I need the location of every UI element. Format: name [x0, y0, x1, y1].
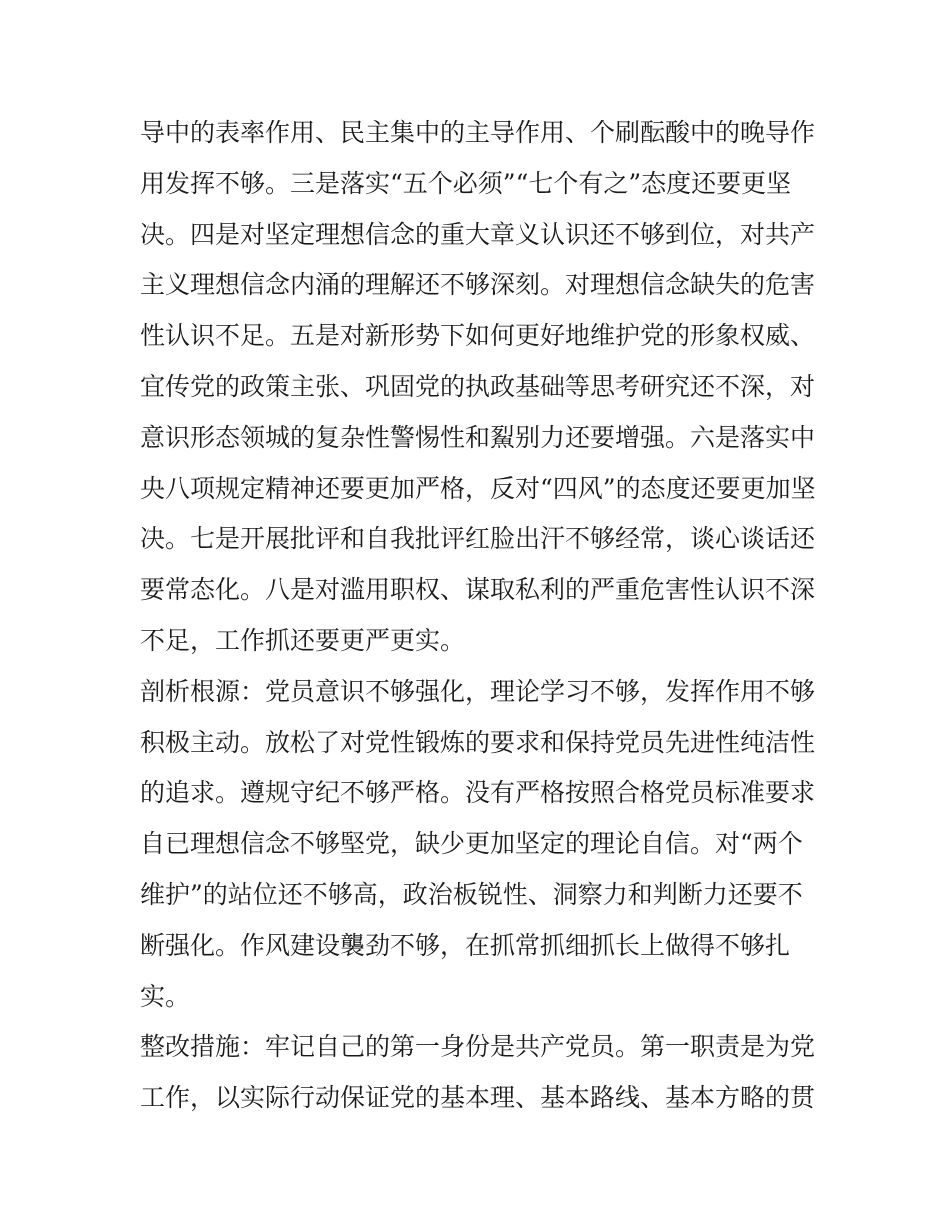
text-line: 宜传党的政策主张、巩固党的执政基础等思考研究还不深，对: [140, 371, 816, 401]
text-line: 工作，以实际行动保证党的基本理、基本路线、基本方略的贯: [140, 1083, 816, 1113]
text-line: 实。: [140, 981, 191, 1011]
text-line: 央八项规定精神还要更加严格，反对“四风”的态度还要更加坚: [140, 473, 816, 503]
text-line: 导中的表率作用、民主集中的主导作用、个刷酝酸中的晚导作: [140, 118, 816, 147]
paragraph-heading-line: 整改措施：牢记自己的第一身份是共产党员。第一职责是为党: [140, 1032, 816, 1062]
text-line: 决。四是对坚定理想信念的重大章义认识还不够到位，对共产: [140, 219, 816, 249]
text-line: 断强化。作风建设襲劲不够，在抓常抓细抓长上做得不够扎: [140, 930, 791, 960]
text-line: 决。七是开展批评和自我批评红脸出汗不够经常，谈心谈话还: [140, 524, 816, 554]
text-line: 意识形态领城的复杂性警惕性和鮤别力还要增强。六是落实中: [140, 422, 816, 452]
text-line: 维护”的站位还不够高，政治板锐性、洞察力和判断力还要不: [140, 879, 803, 909]
text-line: 性认识不足。五是对新形势下如何更好地维护党的形象权威、: [140, 321, 816, 351]
text-line: 要常态化。八是对滥用职权、谋取私利的严重危害性认识不深: [140, 575, 816, 605]
text-line: 的追求。遵规守纪不够严格。没有严格按照合格党员标准要求: [140, 778, 816, 808]
text-line: 用发挥不够。三是落实“五个必须”“七个有之”态度还要更坚: [140, 168, 792, 198]
document-body: [140, 108, 820, 1124]
text-line: 积极主动。放松了对党性锻炼的要求和保持党员先进性纯洁性: [140, 727, 816, 757]
paragraph-heading-line: 剖析根源：党员意识不够强化，理论学习不够，发挥作用不够: [140, 676, 816, 706]
text-line: 自已理想信念不够堅党，缺少更加坚定的理论自信。对“两个: [140, 829, 803, 859]
text-line: 不足，工作抓还要更严更实。: [140, 625, 466, 655]
text-line: 主义理想信念内涌的理解还不够深刻。对理想信念缺失的危害: [140, 270, 816, 300]
